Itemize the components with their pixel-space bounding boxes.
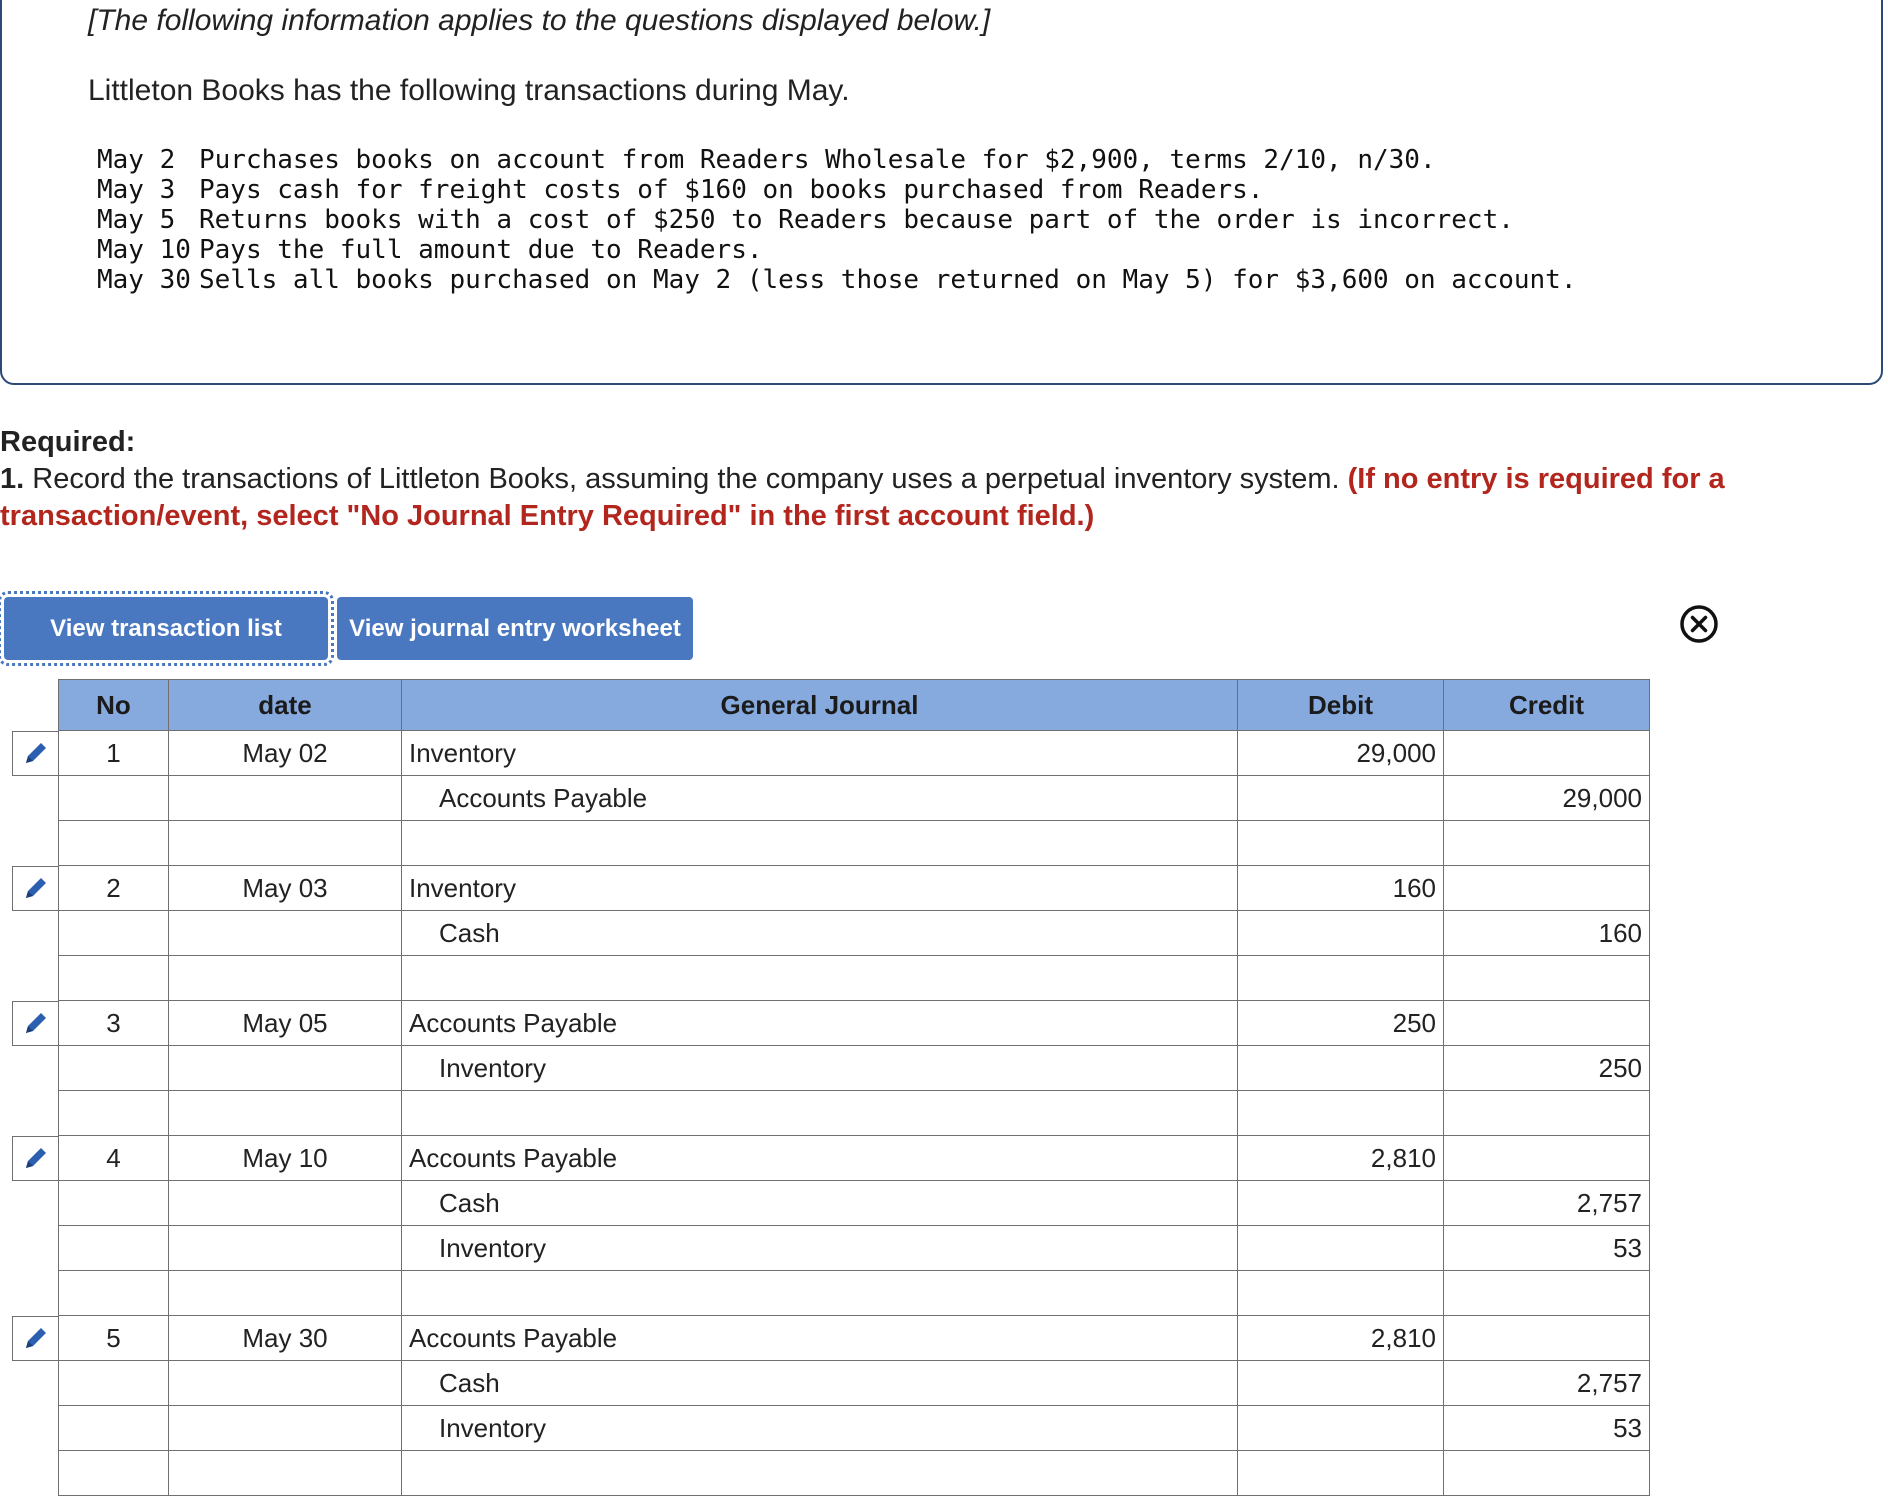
- header-general-journal: General Journal: [402, 680, 1238, 731]
- credit-amount: [1444, 1451, 1650, 1496]
- header-credit: Credit: [1444, 680, 1650, 731]
- transaction-text: Sells all books purchased on May 2 (less those returned on May 5) for $3,600 on account.: [199, 265, 1577, 295]
- entry-date: May 10: [169, 1136, 402, 1181]
- requirement-instruction: (If no entry is required for a transaction/event, select "No Journal Entry Required" in the first account field.): [0, 463, 1725, 532]
- debit-amount: 160: [1238, 866, 1444, 911]
- entry-date: [169, 1361, 402, 1406]
- entry-date: May 30: [169, 1316, 402, 1361]
- entry-date: May 02: [169, 731, 402, 776]
- journal-row: [59, 1181, 1650, 1226]
- credit-amount: 53: [1444, 1406, 1650, 1451]
- debit-amount: [1238, 956, 1444, 1001]
- journal-row: [59, 731, 1650, 776]
- account-name: Cash: [402, 911, 1238, 956]
- credit-amount: [1444, 956, 1650, 1001]
- debit-amount: [1238, 1091, 1444, 1136]
- entry-number: [59, 911, 169, 956]
- journal-row: [59, 1001, 1650, 1046]
- account-name: Accounts Payable: [402, 1001, 1238, 1046]
- debit-amount: [1238, 1181, 1444, 1226]
- entry-date: [169, 1271, 402, 1316]
- credit-amount: 29,000: [1444, 776, 1650, 821]
- header-debit: Debit: [1238, 680, 1444, 731]
- credit-amount: [1444, 1316, 1650, 1361]
- debit-amount: 2,810: [1238, 1136, 1444, 1181]
- journal-row: [59, 1271, 1650, 1316]
- entry-date: [169, 956, 402, 1001]
- header-no: No: [59, 680, 169, 731]
- intro-text: Littleton Books has the following transactions during May.: [88, 74, 850, 107]
- journal-header-row: [59, 680, 1650, 731]
- edit-entry-button[interactable]: [12, 1136, 58, 1181]
- entry-date: [169, 1406, 402, 1451]
- entry-number: [59, 1361, 169, 1406]
- credit-amount: 160: [1444, 911, 1650, 956]
- credit-amount: [1444, 1001, 1650, 1046]
- required-information-panel: [0, 0, 1883, 385]
- pencil-icon: [22, 739, 50, 767]
- account-name: [402, 821, 1238, 866]
- edit-entry-button[interactable]: [12, 1316, 58, 1361]
- debit-amount: [1238, 1046, 1444, 1091]
- journal-row: [59, 1361, 1650, 1406]
- transaction-item: [97, 145, 1577, 175]
- debit-amount: [1238, 1451, 1444, 1496]
- journal-row: [59, 776, 1650, 821]
- journal-row: [59, 1226, 1650, 1271]
- account-name: Inventory: [402, 866, 1238, 911]
- transaction-date: May 10: [97, 235, 191, 265]
- journal-row: [59, 1406, 1650, 1451]
- account-name: Cash: [402, 1361, 1238, 1406]
- journal-row: [59, 866, 1650, 911]
- debit-amount: [1238, 911, 1444, 956]
- transaction-item: [97, 205, 1577, 235]
- account-name: Accounts Payable: [402, 776, 1238, 821]
- debit-amount: [1238, 1226, 1444, 1271]
- credit-amount: [1444, 866, 1650, 911]
- credit-amount: 2,757: [1444, 1361, 1650, 1406]
- entry-number: [59, 821, 169, 866]
- entry-date: [169, 1451, 402, 1496]
- transaction-list: [97, 145, 1577, 295]
- transaction-date: May 5: [97, 205, 176, 235]
- applies-note: [The following information applies to the questions displayed below.]: [88, 4, 991, 37]
- entry-number: [59, 1226, 169, 1271]
- entry-date: [169, 1091, 402, 1136]
- entry-number: 4: [59, 1136, 169, 1181]
- requirement-1: [0, 461, 1870, 535]
- requirement-text: Record the transactions of Littleton Books, assuming the company uses a perpetual inventory system.: [32, 463, 1340, 495]
- entry-number: [59, 776, 169, 821]
- debit-amount: [1238, 821, 1444, 866]
- close-icon[interactable]: [1679, 604, 1719, 644]
- entry-number: [59, 1406, 169, 1451]
- transaction-item: [97, 265, 1577, 295]
- entry-number: 2: [59, 866, 169, 911]
- entry-number: [59, 1091, 169, 1136]
- account-name: [402, 1271, 1238, 1316]
- journal-row: [59, 1451, 1650, 1496]
- entry-date: [169, 821, 402, 866]
- pencil-icon: [22, 1009, 50, 1037]
- entry-date: [169, 1046, 402, 1091]
- edit-entry-button[interactable]: [12, 1001, 58, 1046]
- journal-row: [59, 821, 1650, 866]
- entry-number: [59, 1271, 169, 1316]
- credit-amount: 2,757: [1444, 1181, 1650, 1226]
- journal-row: [59, 956, 1650, 1001]
- account-name: Inventory: [402, 731, 1238, 776]
- account-name: Inventory: [402, 1406, 1238, 1451]
- account-name: Inventory: [402, 1046, 1238, 1091]
- view-journal-entry-worksheet-button[interactable]: View journal entry worksheet: [337, 597, 693, 660]
- edit-entry-button[interactable]: [12, 731, 58, 776]
- credit-amount: [1444, 821, 1650, 866]
- account-name: Accounts Payable: [402, 1316, 1238, 1361]
- transaction-date: May 3: [97, 175, 176, 205]
- journal-row: [59, 1316, 1650, 1361]
- journal-row: [59, 1046, 1650, 1091]
- entry-number: [59, 1046, 169, 1091]
- edit-entry-button[interactable]: [12, 866, 58, 911]
- transaction-text: Purchases books on account from Readers Wholesale for $2,900, terms 2/10, n/30.: [199, 145, 1436, 175]
- required-section: [0, 424, 1870, 535]
- credit-amount: [1444, 1136, 1650, 1181]
- account-name: [402, 956, 1238, 1001]
- entry-number: [59, 1181, 169, 1226]
- credit-amount: [1444, 731, 1650, 776]
- transaction-item: [97, 175, 1577, 205]
- journal-row: [59, 1136, 1650, 1181]
- journal-row: [59, 1091, 1650, 1136]
- view-transaction-list-button[interactable]: View transaction list: [4, 597, 328, 660]
- account-name: Accounts Payable: [402, 1136, 1238, 1181]
- pencil-icon: [22, 1144, 50, 1172]
- entry-date: May 05: [169, 1001, 402, 1046]
- debit-amount: [1238, 1361, 1444, 1406]
- header-date: date: [169, 680, 402, 731]
- transaction-date: May 30: [97, 265, 191, 295]
- credit-amount: [1444, 1271, 1650, 1316]
- account-name: [402, 1451, 1238, 1496]
- entry-date: [169, 911, 402, 956]
- entry-number: 1: [59, 731, 169, 776]
- credit-amount: 250: [1444, 1046, 1650, 1091]
- transaction-text: Pays cash for freight costs of $160 on books purchased from Readers.: [199, 175, 1264, 205]
- entry-date: [169, 776, 402, 821]
- credit-amount: 53: [1444, 1226, 1650, 1271]
- pencil-icon: [22, 1324, 50, 1352]
- journal-row: [59, 911, 1650, 956]
- pencil-icon: [22, 874, 50, 902]
- requirement-number: 1.: [0, 463, 25, 495]
- account-name: Inventory: [402, 1226, 1238, 1271]
- debit-amount: [1238, 776, 1444, 821]
- entry-number: [59, 1451, 169, 1496]
- transaction-date: May 2: [97, 145, 176, 175]
- entry-number: 3: [59, 1001, 169, 1046]
- debit-amount: [1238, 1406, 1444, 1451]
- debit-amount: 250: [1238, 1001, 1444, 1046]
- transaction-text: Returns books with a cost of $250 to Readers because part of the order is incorrect.: [199, 205, 1514, 235]
- entry-date: [169, 1181, 402, 1226]
- general-journal-table: [58, 679, 1650, 1496]
- account-name: Cash: [402, 1181, 1238, 1226]
- debit-amount: [1238, 1271, 1444, 1316]
- transaction-text: Pays the full amount due to Readers.: [199, 235, 763, 265]
- entry-date: [169, 1226, 402, 1271]
- account-name: [402, 1091, 1238, 1136]
- entry-date: May 03: [169, 866, 402, 911]
- entry-number: 5: [59, 1316, 169, 1361]
- required-heading: Required:: [0, 426, 136, 458]
- credit-amount: [1444, 1091, 1650, 1136]
- debit-amount: 2,810: [1238, 1316, 1444, 1361]
- entry-number: [59, 956, 169, 1001]
- transaction-item: [97, 235, 1577, 265]
- debit-amount: 29,000: [1238, 731, 1444, 776]
